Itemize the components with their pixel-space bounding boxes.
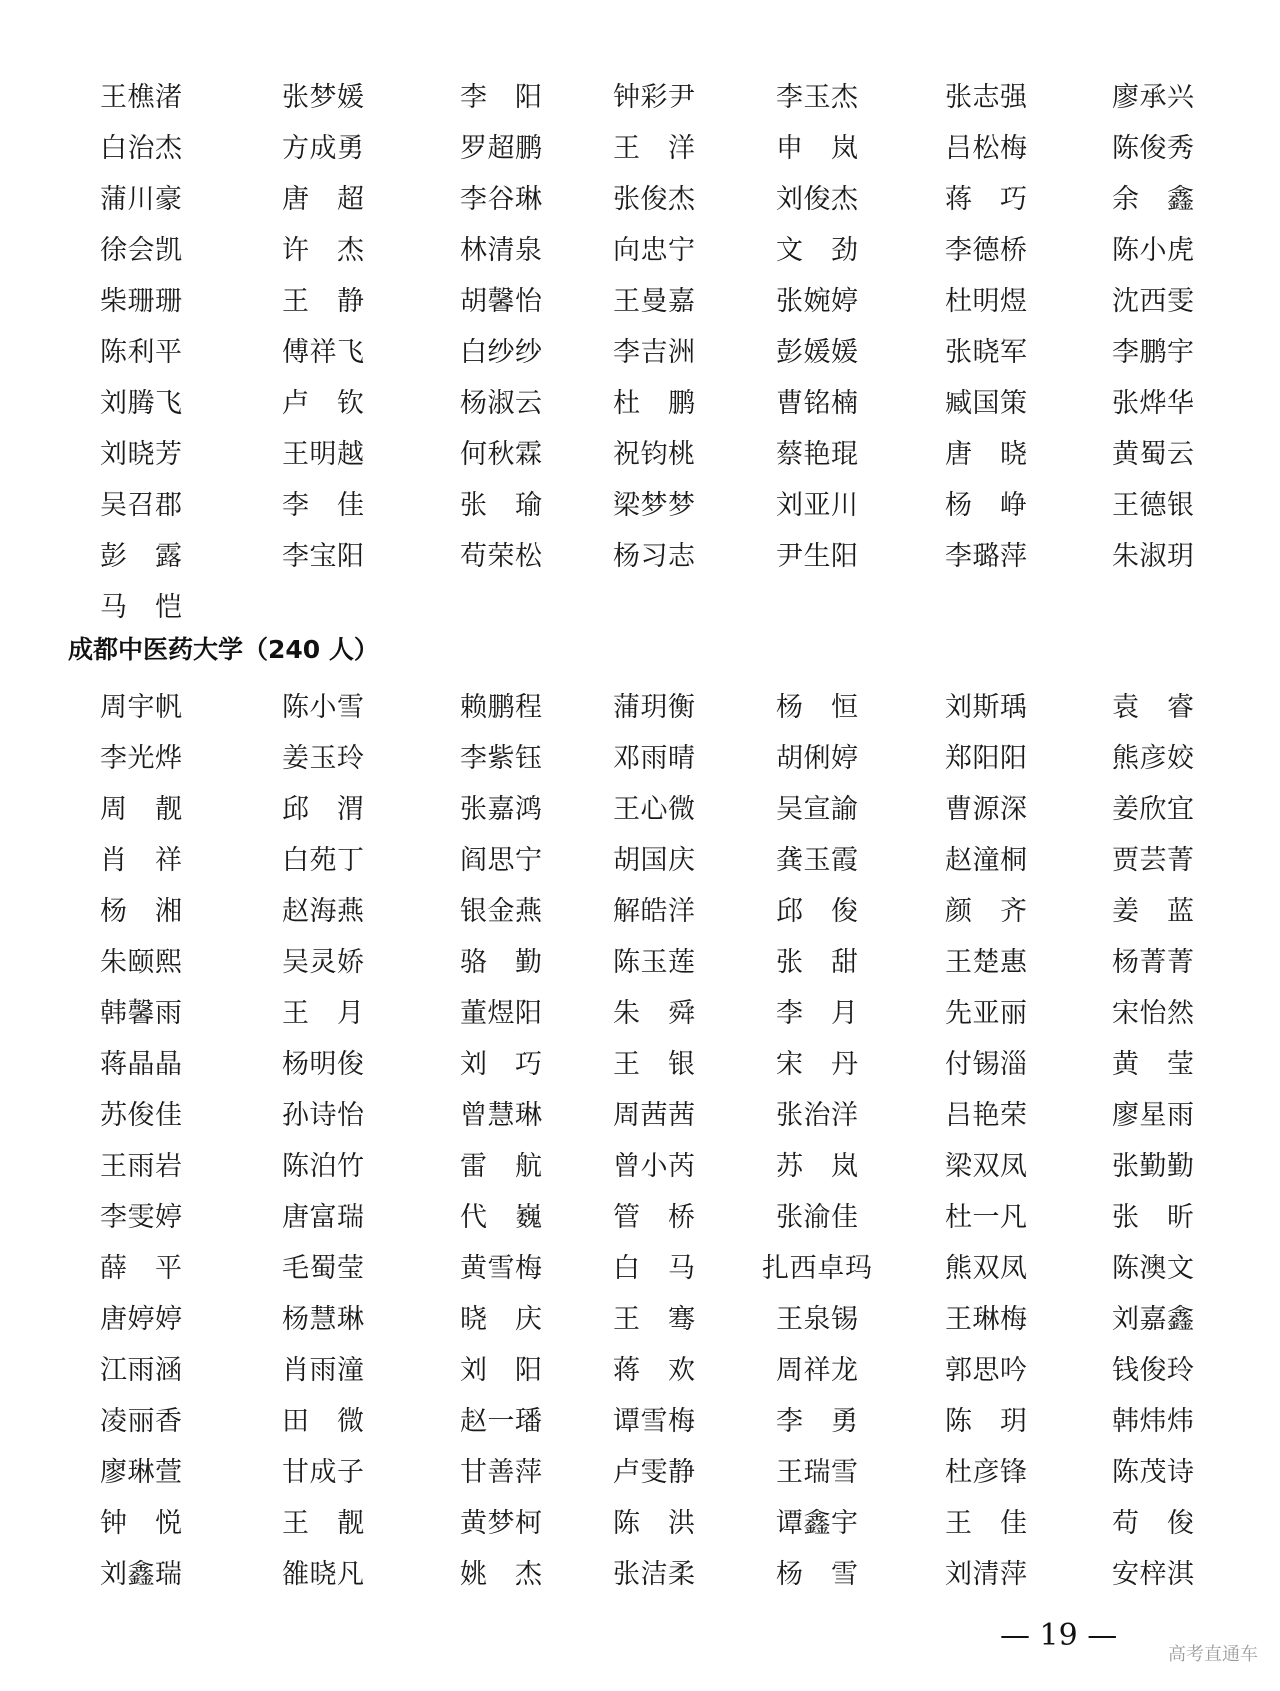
table-row: [100, 1498, 1220, 1549]
name-cell: 王 曼 嘉: [613, 286, 695, 317]
name-cell: 赖 鹏 程: [460, 692, 542, 723]
name-cell: 刘 腾 飞: [100, 388, 182, 419]
name-cell: 骆 勤: [460, 947, 542, 978]
name-cell: 蒲 玥 衡: [613, 692, 695, 723]
table-row: [100, 937, 1220, 988]
table-row: [100, 1549, 1220, 1600]
page-number: — 19 —: [1000, 1618, 1118, 1653]
name-cell: 阎 思 宁: [460, 845, 542, 876]
table-row: [100, 1090, 1220, 1141]
name-cell: 刘 巧: [460, 1049, 542, 1080]
table-row: [100, 1243, 1220, 1294]
name-cell: 李 宝 阳: [282, 541, 364, 572]
name-cell: 曾 慧 琳: [460, 1100, 542, 1131]
name-cell: 柴 珊 珊: [100, 286, 182, 317]
name-cell: 谭 鑫 宇: [776, 1508, 858, 1539]
name-cell: 杨 明 俊: [282, 1049, 364, 1080]
name-cell: 杜 一 凡: [945, 1202, 1027, 1233]
name-cell: 郑 阳 阳: [945, 743, 1027, 774]
name-cell: 姚 杰: [460, 1559, 542, 1590]
name-cell: 刘 清 萍: [945, 1559, 1027, 1590]
name-cell: 银 金 燕: [460, 896, 542, 927]
name-cell: 王 靓: [282, 1508, 364, 1539]
name-cell: 苏 岚: [776, 1151, 858, 1182]
name-cell: 孙 诗 怡: [282, 1100, 364, 1131]
table-row: [100, 886, 1220, 937]
name-cell: 郭 思 吟: [945, 1355, 1027, 1386]
name-cell: 向 忠 宁: [613, 235, 695, 266]
name-cell: 雒 晓 凡: [282, 1559, 364, 1590]
name-cell: 王 静: [282, 286, 364, 317]
name-cell: 杨 菁 菁: [1112, 947, 1194, 978]
name-cell: 张 嘉 鸿: [460, 794, 542, 825]
name-cell: 王 樵 渚: [100, 82, 182, 113]
name-cell: 陈 玉 莲: [613, 947, 695, 978]
name-cell: 白 马: [613, 1253, 695, 1284]
table-row: [100, 429, 1220, 480]
name-cell: 陈 茂 诗: [1112, 1457, 1194, 1488]
name-cell: 陈 俊 秀: [1112, 133, 1194, 164]
name-cell: 吕 松 梅: [945, 133, 1027, 164]
name-cell: 周 茜 茜: [613, 1100, 695, 1131]
name-cell: 张 甜: [776, 947, 858, 978]
table-row: [100, 733, 1220, 784]
name-cell: 李 佳: [282, 490, 364, 521]
table-row: [100, 1141, 1220, 1192]
name-cell: 杜 鹏: [613, 388, 695, 419]
name-cell: 田 微: [282, 1406, 364, 1437]
name-cell: 薛 平: [100, 1253, 182, 1284]
name-cell: 苟 荣 松: [460, 541, 542, 572]
name-cell: 申 岚: [776, 133, 858, 164]
table-row: [100, 480, 1220, 531]
name-cell: 王 楚 惠: [945, 947, 1027, 978]
name-cell: 毛 蜀 莹: [282, 1253, 364, 1284]
name-cell: 唐 富 瑞: [282, 1202, 364, 1233]
name-cell: 张 俊 杰: [613, 184, 695, 215]
name-cell: 马 恺: [100, 592, 182, 623]
watermark-text: 高考直通车: [1168, 1644, 1258, 1665]
name-cell: 许 杰: [282, 235, 364, 266]
name-cell: 王 雨 岩: [100, 1151, 182, 1182]
name-cell: 袁 睿: [1112, 692, 1194, 723]
section-title: 成都中医药大学（240 人）: [68, 635, 379, 664]
table-row: [100, 582, 1220, 633]
name-cell: 黄 莹: [1112, 1049, 1194, 1080]
table-row: [100, 327, 1220, 378]
name-cell: 扎 西 卓 玛: [762, 1253, 872, 1284]
name-cell: 姜 欣 宜: [1112, 794, 1194, 825]
name-cell: 赵 潼 桐: [945, 845, 1027, 876]
name-cell: 方 成 勇: [282, 133, 364, 164]
name-cell: 龚 玉 霞: [776, 845, 858, 876]
name-cell: 江 雨 涵: [100, 1355, 182, 1386]
name-cell: 徐 会 凯: [100, 235, 182, 266]
table-row: [100, 174, 1220, 225]
name-cell: 刘 斯 瑀: [945, 692, 1027, 723]
name-cell: 杨 淑 云: [460, 388, 542, 419]
name-cell: 李 光 烨: [100, 743, 182, 774]
name-cell: 晓 庆: [460, 1304, 542, 1335]
name-cell: 颜 齐: [945, 896, 1027, 927]
table-row: [100, 835, 1220, 886]
name-cell: 黄 梦 柯: [460, 1508, 542, 1539]
table-row: [100, 988, 1220, 1039]
name-cell: 廖 琳 萱: [100, 1457, 182, 1488]
name-cell: 姜 玉 玲: [282, 743, 364, 774]
name-cell: 彭 媛 媛: [776, 337, 858, 368]
name-cell: 吴 宣 諭: [776, 794, 858, 825]
name-cell: 林 清 泉: [460, 235, 542, 266]
name-cell: 卢 雯 静: [613, 1457, 695, 1488]
name-cell: 李 月: [776, 998, 858, 1029]
name-cell: 张 渝 佳: [776, 1202, 858, 1233]
name-cell: 张 昕: [1112, 1202, 1194, 1233]
name-cell: 蔡 艳 琨: [776, 439, 858, 470]
name-cell: 王 瑞 雪: [776, 1457, 858, 1488]
name-cell: 白 苑 丁: [282, 845, 364, 876]
name-cell: 周 祥 龙: [776, 1355, 858, 1386]
name-cell: 曾 小 芮: [613, 1151, 695, 1182]
name-cell: 刘 亚 川: [776, 490, 858, 521]
name-cell: 胡 馨 怡: [460, 286, 542, 317]
name-cell: 胡 俐 婷: [776, 743, 858, 774]
name-cell: 廖 星 雨: [1112, 1100, 1194, 1131]
name-cell: 杨 峥: [945, 490, 1027, 521]
name-cell: 刘 晓 芳: [100, 439, 182, 470]
table-row: [100, 531, 1220, 582]
name-cell: 宋 丹: [776, 1049, 858, 1080]
name-cell: 余 鑫: [1112, 184, 1194, 215]
name-cell: 王 琳 梅: [945, 1304, 1027, 1335]
name-cell: 梁 双 凤: [945, 1151, 1027, 1182]
name-cell: 陈 小 虎: [1112, 235, 1194, 266]
name-cell: 陈 洪: [613, 1508, 695, 1539]
table-row: [100, 682, 1220, 733]
name-cell: 贾 芸 菁: [1112, 845, 1194, 876]
name-cell: 傅 祥 飞: [282, 337, 364, 368]
name-cell: 唐 晓: [945, 439, 1027, 470]
name-cell: 梁 梦 梦: [613, 490, 695, 521]
name-cell: 蒋 巧: [945, 184, 1027, 215]
name-cell: 祝 钧 桃: [613, 439, 695, 470]
name-cell: 陈 泊 竹: [282, 1151, 364, 1182]
name-cell: 刘 鑫 瑞: [100, 1559, 182, 1590]
table-row: [100, 72, 1220, 123]
name-cell: 董 煜 阳: [460, 998, 542, 1029]
table-row: [100, 1192, 1220, 1243]
name-cell: 李 璐 萍: [945, 541, 1027, 572]
name-cell: 张 勤 勤: [1112, 1151, 1194, 1182]
name-cell: 朱 淑 玥: [1112, 541, 1194, 572]
table-row: [100, 378, 1220, 429]
name-cell: 陈 小 雪: [282, 692, 364, 723]
name-cell: 曹 铭 楠: [776, 388, 858, 419]
name-cell: 刘 俊 杰: [776, 184, 858, 215]
name-cell: 杨 湘: [100, 896, 182, 927]
table-row: [100, 1039, 1220, 1090]
name-cell: 王 心 微: [613, 794, 695, 825]
name-cell: 廖 承 兴: [1112, 82, 1194, 113]
name-cell: 卢 钦: [282, 388, 364, 419]
name-cell: 白 纱 纱: [460, 337, 542, 368]
name-cell: 苟 俊: [1112, 1508, 1194, 1539]
name-cell: 杨 慧 琳: [282, 1304, 364, 1335]
name-cell: 王 德 银: [1112, 490, 1194, 521]
name-list-top: [100, 72, 1220, 633]
name-cell: 胡 国 庆: [613, 845, 695, 876]
name-cell: 王 明 越: [282, 439, 364, 470]
name-cell: 韩 馨 雨: [100, 998, 182, 1029]
name-cell: 赵 一 璠: [460, 1406, 542, 1437]
name-cell: 黄 蜀 云: [1112, 439, 1194, 470]
name-cell: 尹 生 阳: [776, 541, 858, 572]
table-row: [100, 1447, 1220, 1498]
name-cell: 周 宇 帆: [100, 692, 182, 723]
name-cell: 苏 俊 佳: [100, 1100, 182, 1131]
name-cell: 赵 海 燕: [282, 896, 364, 927]
name-cell: 熊 双 凤: [945, 1253, 1027, 1284]
name-cell: 解 皓 洋: [613, 896, 695, 927]
name-cell: 杜 明 煜: [945, 286, 1027, 317]
name-cell: 唐 超: [282, 184, 364, 215]
name-cell: 肖 雨 潼: [282, 1355, 364, 1386]
name-cell: 李 紫 钰: [460, 743, 542, 774]
name-cell: 凌 丽 香: [100, 1406, 182, 1437]
name-cell: 韩 炜 炜: [1112, 1406, 1194, 1437]
name-cell: 付 锡 淄: [945, 1049, 1027, 1080]
name-cell: 黄 雪 梅: [460, 1253, 542, 1284]
name-cell: 蒋 欢: [613, 1355, 695, 1386]
table-row: [100, 1396, 1220, 1447]
name-cell: 杨 习 志: [613, 541, 695, 572]
name-cell: 李 阳: [460, 82, 542, 113]
table-row: [100, 123, 1220, 174]
name-cell: 钱 俊 玲: [1112, 1355, 1194, 1386]
name-cell: 王 骞: [613, 1304, 695, 1335]
name-cell: 杜 彦 锋: [945, 1457, 1027, 1488]
name-cell: 张 瑜: [460, 490, 542, 521]
name-cell: 肖 祥: [100, 845, 182, 876]
name-cell: 李 雯 婷: [100, 1202, 182, 1233]
name-cell: 何 秋 霖: [460, 439, 542, 470]
name-cell: 朱 颐 熙: [100, 947, 182, 978]
name-cell: 刘 阳: [460, 1355, 542, 1386]
name-cell: 朱 舜: [613, 998, 695, 1029]
name-cell: 王 银: [613, 1049, 695, 1080]
name-cell: 李 吉 洲: [613, 337, 695, 368]
name-cell: 安 梓 淇: [1112, 1559, 1194, 1590]
name-cell: 熊 彦 姣: [1112, 743, 1194, 774]
name-cell: 吕 艳 荣: [945, 1100, 1027, 1131]
name-cell: 先 亚 丽: [945, 998, 1027, 1029]
table-row: [100, 1294, 1220, 1345]
name-cell: 曹 源 深: [945, 794, 1027, 825]
name-cell: 罗 超 鹏: [460, 133, 542, 164]
name-cell: 甘 成 子: [282, 1457, 364, 1488]
name-cell: 张 梦 媛: [282, 82, 364, 113]
name-cell: 陈 澳 文: [1112, 1253, 1194, 1284]
name-cell: 邱 俊: [776, 896, 858, 927]
name-cell: 彭 露: [100, 541, 182, 572]
name-cell: 代 巍: [460, 1202, 542, 1233]
name-cell: 杨 雪: [776, 1559, 858, 1590]
name-cell: 沈 西 雯: [1112, 286, 1194, 317]
name-cell: 甘 善 萍: [460, 1457, 542, 1488]
name-cell: 张 婉 婷: [776, 286, 858, 317]
table-row: [100, 276, 1220, 327]
name-cell: 臧 国 策: [945, 388, 1027, 419]
name-cell: 邱 渭: [282, 794, 364, 825]
name-cell: 李 玉 杰: [776, 82, 858, 113]
name-cell: 钟 彩 尹: [613, 82, 695, 113]
name-cell: 李 勇: [776, 1406, 858, 1437]
name-cell: 吴 灵 娇: [282, 947, 364, 978]
table-row: [100, 784, 1220, 835]
name-cell: 蒋 晶 晶: [100, 1049, 182, 1080]
name-cell: 杨 恒: [776, 692, 858, 723]
name-cell: 吴 召 郡: [100, 490, 182, 521]
name-cell: 陈 玥: [945, 1406, 1027, 1437]
name-cell: 管 桥: [613, 1202, 695, 1233]
name-cell: 张 志 强: [945, 82, 1027, 113]
name-cell: 张 晓 军: [945, 337, 1027, 368]
name-cell: 唐 婷 婷: [100, 1304, 182, 1335]
name-cell: 邓 雨 晴: [613, 743, 695, 774]
name-cell: 谭 雪 梅: [613, 1406, 695, 1437]
name-cell: 蒲 川 豪: [100, 184, 182, 215]
name-cell: 刘 嘉 鑫: [1112, 1304, 1194, 1335]
name-cell: 张 治 洋: [776, 1100, 858, 1131]
name-cell: 张 洁 柔: [613, 1559, 695, 1590]
name-list-section: [100, 682, 1220, 1600]
name-cell: 王 佳: [945, 1508, 1027, 1539]
name-cell: 陈 利 平: [100, 337, 182, 368]
table-row: [100, 1345, 1220, 1396]
name-cell: 姜 蓝: [1112, 896, 1194, 927]
name-cell: 钟 悦: [100, 1508, 182, 1539]
name-cell: 李 谷 琳: [460, 184, 542, 215]
name-cell: 周 靓: [100, 794, 182, 825]
name-cell: 宋 怡 然: [1112, 998, 1194, 1029]
table-row: [100, 225, 1220, 276]
name-cell: 王 洋: [613, 133, 695, 164]
name-cell: 王 月: [282, 998, 364, 1029]
name-cell: 李 德 桥: [945, 235, 1027, 266]
name-cell: 张 烨 华: [1112, 388, 1194, 419]
name-cell: 白 治 杰: [100, 133, 182, 164]
name-cell: 雷 航: [460, 1151, 542, 1182]
name-cell: 李 鹏 宇: [1112, 337, 1194, 368]
name-cell: 王 泉 锡: [776, 1304, 858, 1335]
name-cell: 文 劲: [776, 235, 858, 266]
